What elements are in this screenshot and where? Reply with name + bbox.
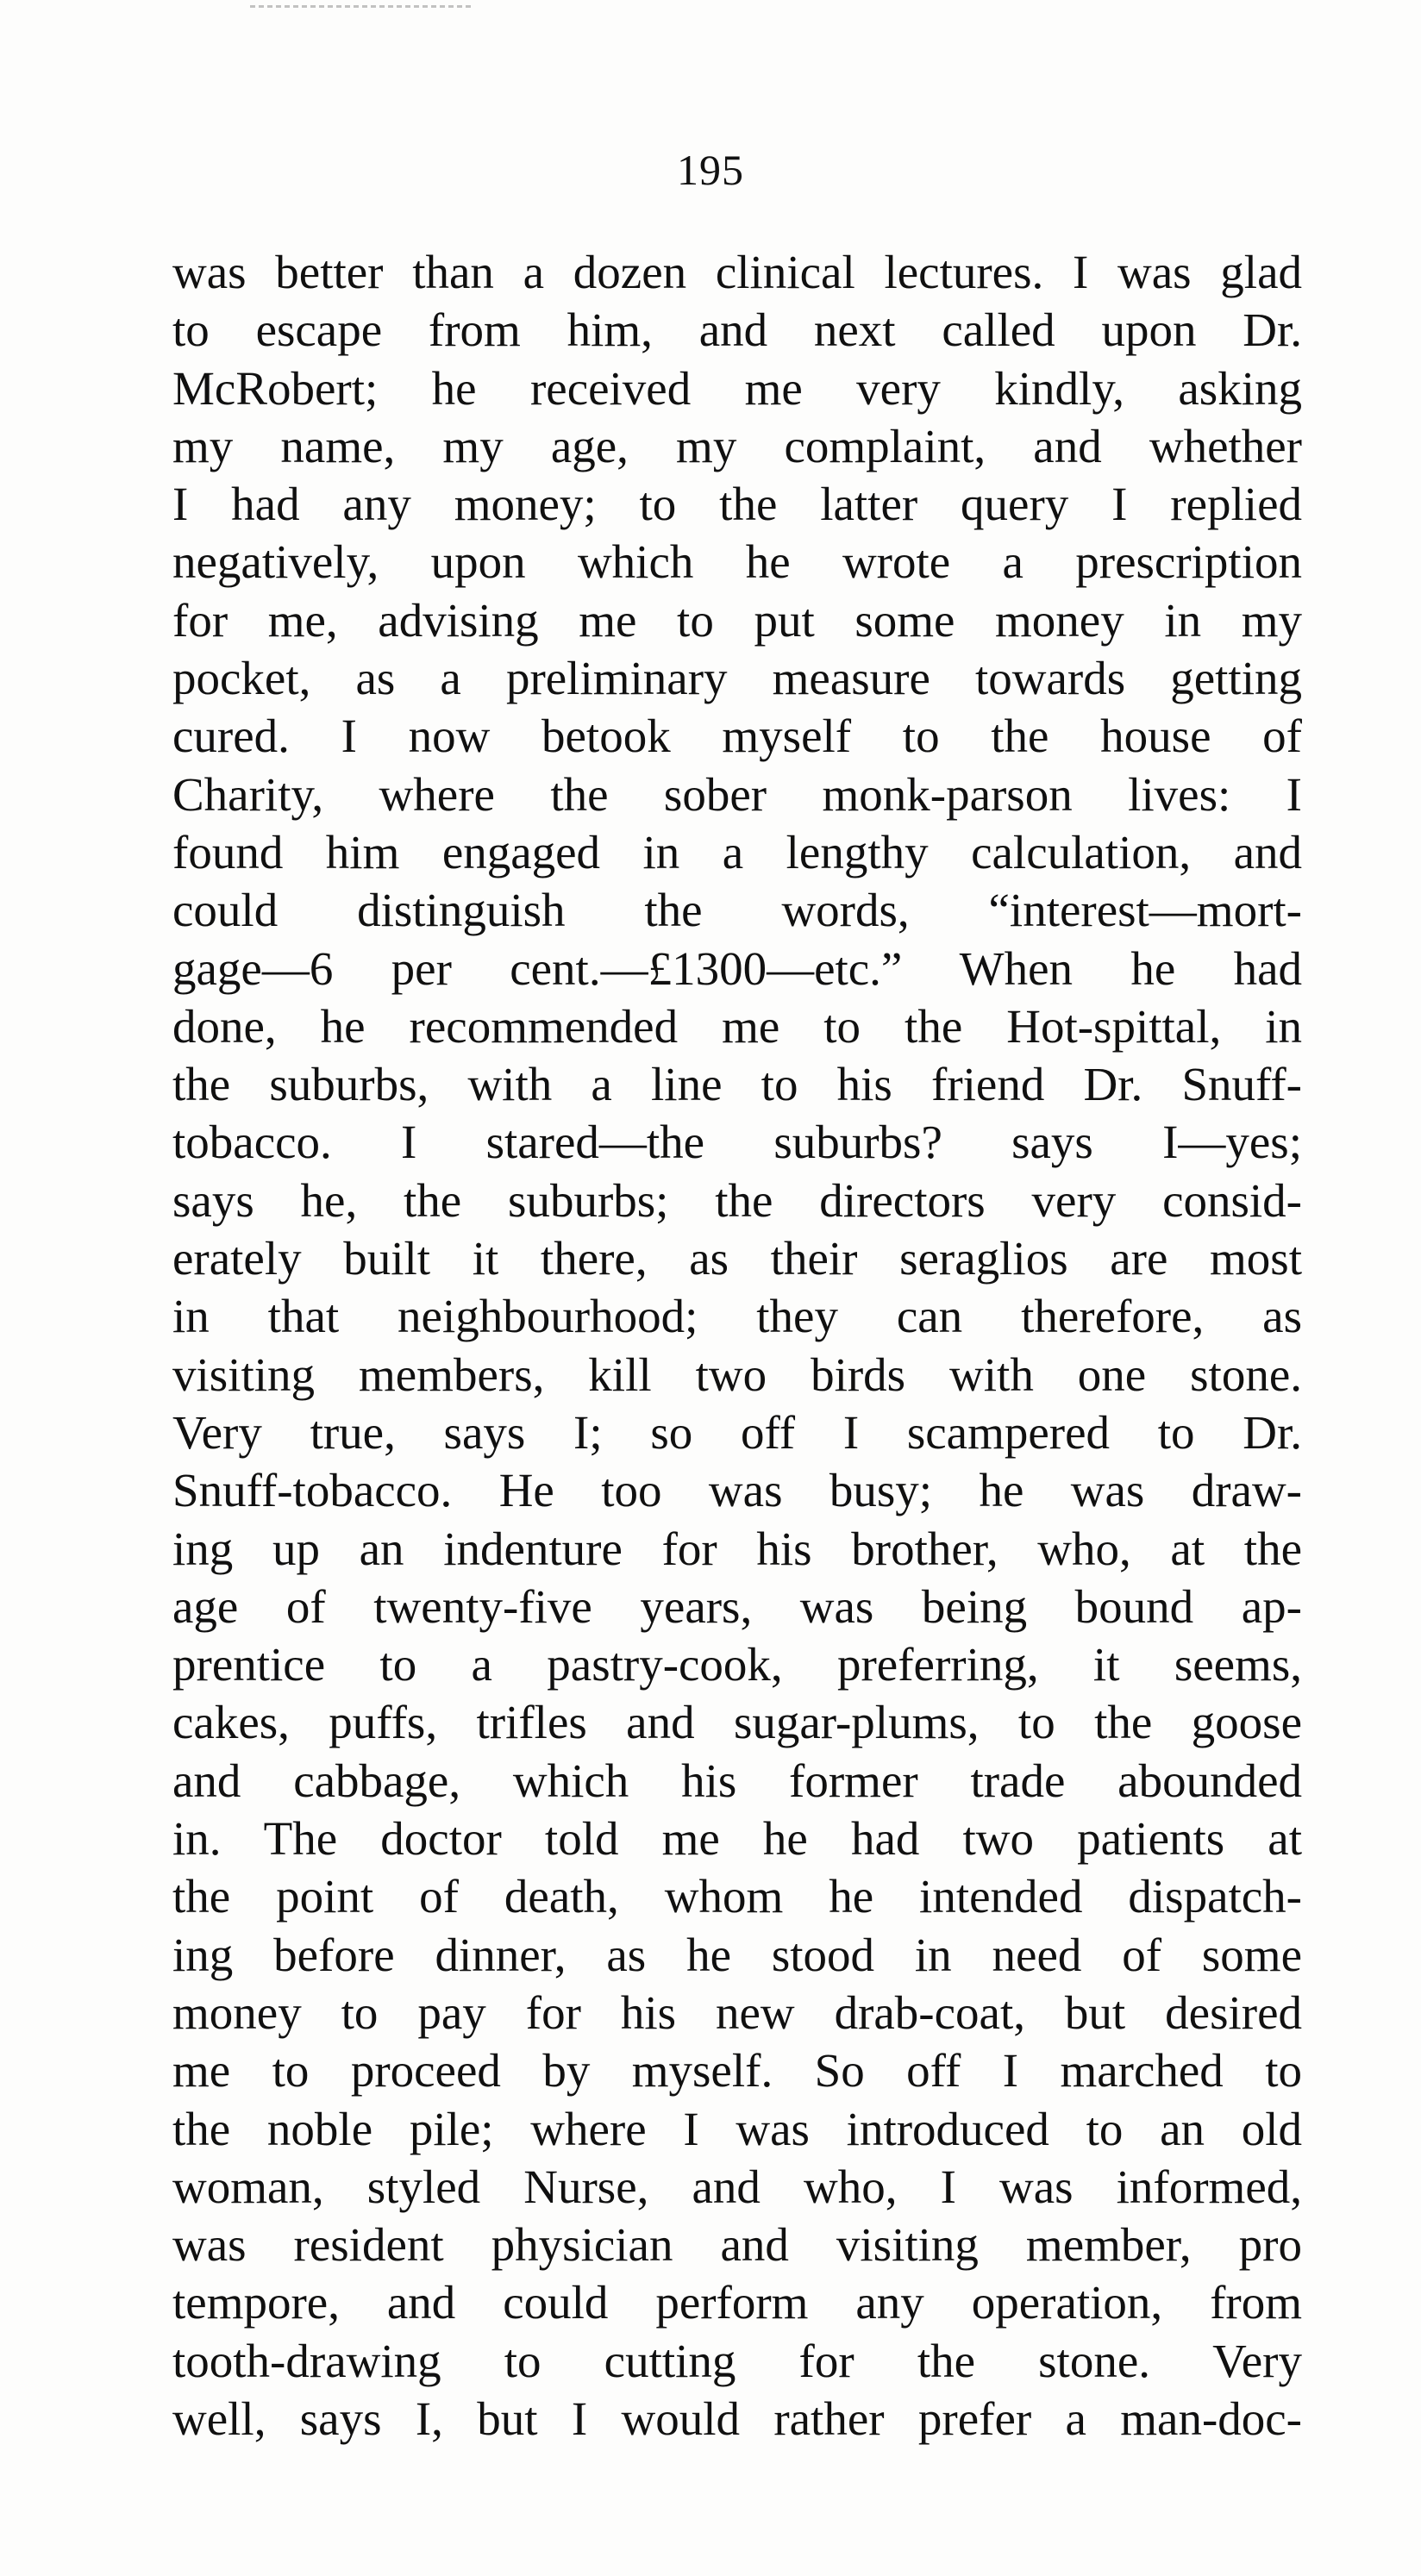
text-line: McRobert; he received me very kindly, asking — [172, 361, 1302, 415]
top-edge-mark — [250, 5, 474, 8]
text-line: visiting members, kill two birds with one stone. — [172, 1347, 1302, 1401]
text-line: the suburbs, with a line to his friend Dr. Snuff- — [172, 1058, 1302, 1111]
text-line: was resident physician and visiting member, pro — [172, 2218, 1302, 2272]
text-line: my name, my age, my complaint, and whether — [172, 419, 1302, 472]
text-line: could distinguish the words, “interest—mort- — [172, 884, 1302, 937]
text-line: tooth-drawing to cutting for the stone. Very — [172, 2334, 1302, 2387]
text-line: erately built it there, as their seraglios are most — [172, 1232, 1302, 1285]
text-line: in. The doctor told me he had two patients at — [172, 1812, 1302, 1866]
text-line: I had any money; to the latter query I replied — [172, 478, 1302, 531]
text-line: was better than a dozen clinical lectures. I was glad — [172, 246, 1302, 298]
text-line: ing before dinner, as he stood in need of some — [172, 1928, 1302, 1981]
text-line: me to proceed by myself. So off I marched to — [172, 2044, 1302, 2098]
text-line: well, says I, but I would rather prefer a man-doc- — [172, 2392, 1302, 2445]
text-line: age of twenty-five years, was being bound ap- — [172, 1579, 1302, 1633]
text-line: and cabbage, which his former trade abounded — [172, 1754, 1302, 1807]
text-line: gage—6 per cent.—£1300—etc.” When he had — [172, 941, 1302, 995]
text-line: done, he recommended me to the Hot-spittal, in — [172, 999, 1302, 1053]
text-line: Snuff-tobacco. He too was busy; he was draw- — [172, 1464, 1302, 1517]
text-line: to escape from him, and next called upon Dr. — [172, 303, 1302, 357]
text-line: in that neighbourhood; they can therefore, as — [172, 1290, 1302, 1343]
text-line: cured. I now betook myself to the house of — [172, 710, 1302, 763]
text-line: tempore, and could perform any operation, from — [172, 2276, 1302, 2329]
text-line: pocket, as a preliminary measure towards getting — [172, 652, 1302, 705]
text-line: the noble pile; where I was introduced to an old — [172, 2102, 1302, 2155]
text-line: cakes, puffs, trifles and sugar-plums, to the goose — [172, 1696, 1302, 1749]
text-line: says he, the suburbs; the directors very consid- — [172, 1173, 1302, 1227]
text-line: woman, styled Nurse, and who, I was informed, — [172, 2160, 1302, 2213]
text-line: negatively, upon which he wrote a prescription — [172, 535, 1302, 589]
text-line: ing up an indenture for his brother, who, at the — [172, 1522, 1302, 1575]
page-number: 195 — [677, 146, 744, 194]
body-text — [172, 243, 1302, 2448]
text-line: Very true, says I; so off I scampered to Dr. — [172, 1405, 1302, 1459]
text-line: prentice to a pastry-cook, preferring, it seems, — [172, 1638, 1302, 1691]
text-line: tobacco. I stared—the suburbs? says I—yes; — [172, 1116, 1302, 1169]
text-line: for me, advising me to put some money in my — [172, 593, 1302, 647]
text-line: money to pay for his new drab-coat, but desired — [172, 1985, 1302, 2039]
text-line: the point of death, whom he intended dispatch- — [172, 1870, 1302, 1923]
text-line: found him engaged in a lengthy calculation, and — [172, 825, 1302, 878]
text-line: Charity, where the sober monk-parson lives: I — [172, 767, 1302, 821]
